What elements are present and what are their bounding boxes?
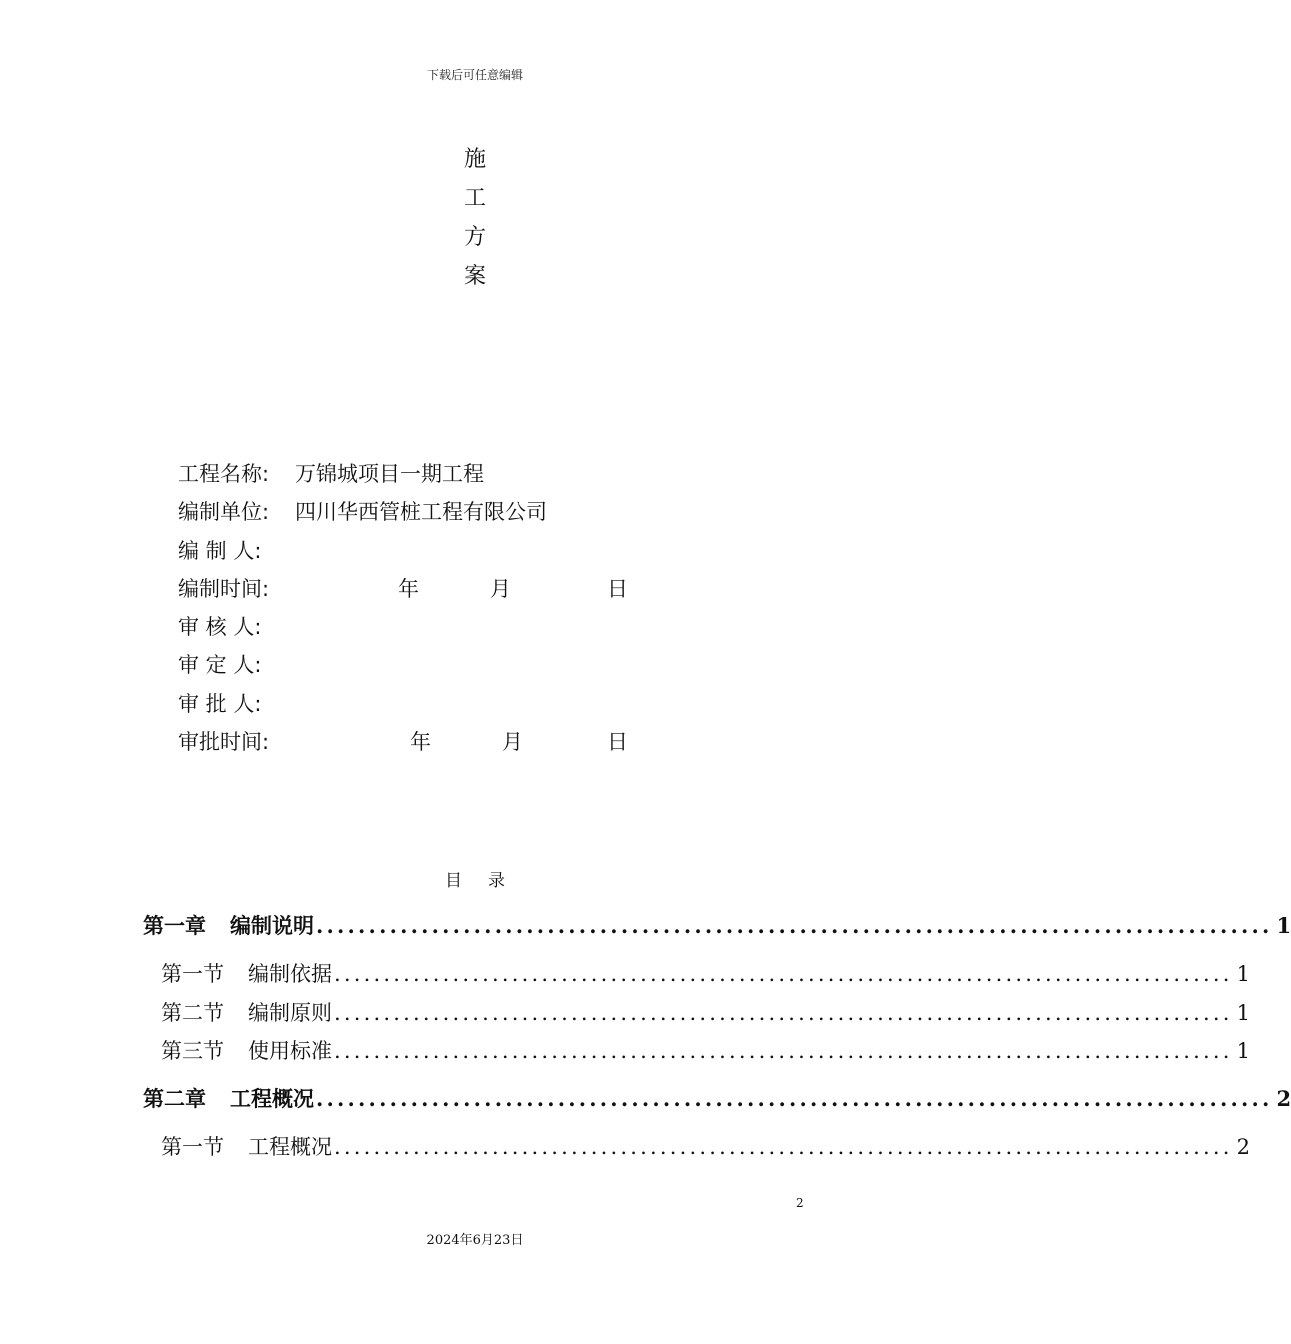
page-footer-date: 2024年6月23日 — [426, 1233, 524, 1248]
page-header: 下载后可任意编辑 — [426, 68, 523, 82]
project-name-label: 工程名称: — [178, 462, 270, 486]
toc-leader-dots: ........................................................................................... — [316, 1086, 1273, 1111]
approver-row — [178, 685, 738, 723]
compile-date-month: 月 — [490, 576, 511, 601]
toc-entry-title: 工程概况 — [230, 1087, 314, 1111]
finalizer-row — [178, 646, 738, 684]
toc-entry[interactable] — [143, 1083, 1291, 1113]
title-char: 工 — [463, 186, 486, 211]
toc-entry-number: 第一节 — [161, 962, 224, 986]
toc-heading — [0, 866, 950, 891]
title-char: 施 — [463, 147, 486, 172]
toc-entry-page: 1 — [1276, 913, 1291, 938]
toc-leader-dots: ........................................................................................... — [334, 1135, 1233, 1159]
author-label: 编 制 人: — [178, 538, 262, 563]
toc-entry-page: 1 — [1236, 1001, 1251, 1025]
approve-date-month: 月 — [502, 730, 523, 755]
toc-entry-page: 1 — [1236, 962, 1251, 986]
title-char: 方 — [463, 225, 486, 250]
toc-heading-left: 目 — [445, 871, 462, 891]
toc-entry[interactable] — [143, 910, 1291, 940]
organization-row — [178, 493, 738, 531]
finalizer-label: 审 定 人: — [178, 653, 262, 678]
toc-entry-page: 2 — [1276, 1086, 1291, 1111]
project-name-value: 万锦城项目一期工程 — [295, 462, 484, 486]
toc-entry-number: 第三节 — [161, 1039, 224, 1063]
toc-leader-dots: ........................................................................................... — [316, 913, 1273, 938]
author-row — [178, 532, 738, 570]
toc-entry-title: 使用标准 — [248, 1039, 332, 1063]
compile-date-day: 日 — [607, 576, 628, 601]
organization-label: 编制单位: — [178, 500, 270, 525]
compile-date-year: 年 — [398, 576, 419, 601]
reviewer-label: 审 核 人: — [178, 615, 262, 640]
toc-entry-title: 工程概况 — [248, 1135, 332, 1159]
toc-entry-title: 编制说明 — [230, 914, 314, 938]
document-title — [0, 140, 950, 296]
toc-leader-dots: ........................................................................................... — [334, 1039, 1233, 1063]
toc-leader-dots: ........................................................................................... — [334, 1001, 1233, 1025]
compile-date-label: 编制时间: — [178, 576, 270, 601]
toc-leader-dots: ........................................................................................... — [334, 962, 1233, 986]
toc-entry-title: 编制依据 — [248, 962, 332, 986]
approve-date-year: 年 — [410, 730, 431, 755]
toc-heading-right: 录 — [488, 871, 505, 891]
compile-date-row — [178, 570, 738, 608]
toc-entry-title: 编制原则 — [248, 1001, 332, 1025]
toc-entry-page: 1 — [1236, 1039, 1251, 1063]
project-info-block — [178, 455, 738, 761]
toc-entry-number: 第二章 — [143, 1087, 206, 1111]
toc-entry[interactable] — [161, 1131, 1251, 1161]
approve-date-label: 审批时间: — [178, 730, 270, 755]
page-number: 2 — [796, 1196, 804, 1210]
toc-entry-number: 第二节 — [161, 1001, 224, 1025]
toc-entry[interactable] — [161, 958, 1251, 988]
toc-entry-number: 第一节 — [161, 1135, 224, 1159]
title-char: 案 — [463, 264, 486, 289]
toc-entry[interactable] — [161, 997, 1251, 1027]
approve-date-row — [178, 723, 738, 761]
reviewer-row — [178, 608, 738, 646]
toc-entry-number: 第一章 — [143, 914, 206, 938]
toc-entry-page: 2 — [1236, 1135, 1251, 1159]
approve-date-day: 日 — [607, 730, 628, 755]
approver-label: 审 批 人: — [178, 691, 262, 716]
project-name-row — [178, 455, 738, 493]
toc-entry[interactable] — [161, 1035, 1251, 1065]
organization-value: 四川华西管桩工程有限公司 — [295, 500, 547, 525]
